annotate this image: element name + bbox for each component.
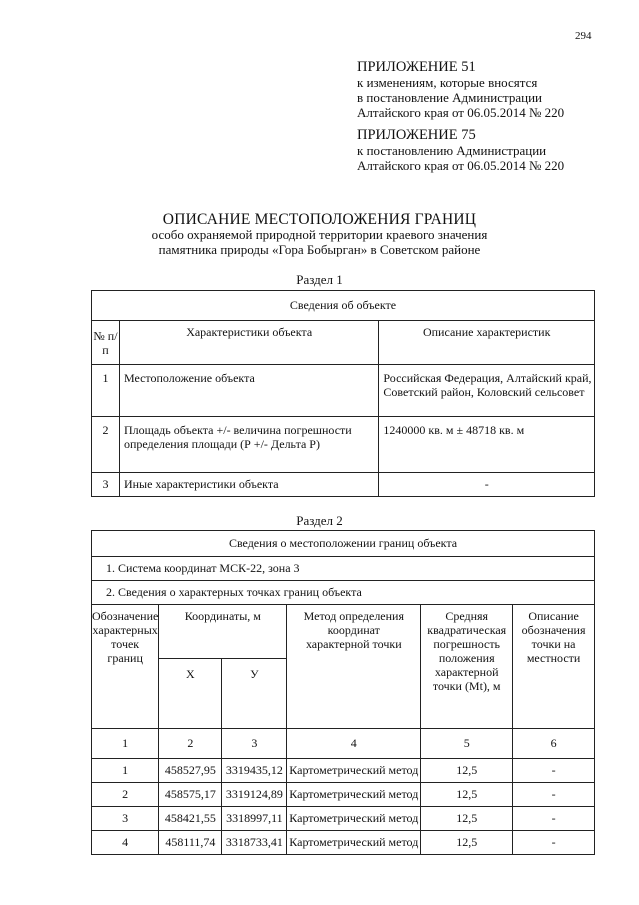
table-row (92, 365, 595, 417)
cell-y: 3319435,12 (222, 759, 287, 783)
cell-y: 3319124,89 (222, 783, 287, 807)
row-num: 3 (92, 473, 120, 497)
header-coordinates: Координаты, м (159, 605, 287, 659)
cell-desc: - (513, 783, 595, 807)
cell-point: 2 (92, 783, 159, 807)
appendix-51-heading: ПРИЛОЖЕНИЕ 51 (357, 59, 476, 75)
cell-method: Картометрический метод (287, 831, 421, 855)
table-row (92, 783, 595, 807)
document-title (0, 212, 639, 257)
appendix-75-heading: ПРИЛОЖЕНИЕ 75 (357, 127, 476, 143)
appendix-75-block (357, 128, 564, 173)
cell-y: 3318997,11 (222, 807, 287, 831)
cell-method: Картометрический метод (287, 807, 421, 831)
appendix-51-line: к изменениям, которые вносятся (357, 75, 538, 90)
table-caption: Сведения о местоположении границ объекта (92, 531, 595, 557)
row-description: 1240000 кв. м ± 48718 кв. м (379, 417, 595, 473)
section-2-title: Раздел 2 (296, 513, 343, 528)
cell-mt: 12,5 (421, 783, 513, 807)
cell-method: Картометрический метод (287, 759, 421, 783)
cell-point: 4 (92, 831, 159, 855)
header-y: У (222, 659, 287, 729)
header-designation: Обозначение характерных точек границ (92, 605, 159, 729)
cell-point: 1 (92, 759, 159, 783)
page-number: 294 (575, 30, 592, 42)
header-characteristic: Характеристики объекта (119, 321, 378, 365)
table-caption: Сведения об объекте (92, 291, 595, 321)
cell-desc: - (513, 807, 595, 831)
row-characteristic: Площадь объекта +/- величина погрешности определения площади (Р +/- Дельта Р) (119, 417, 378, 473)
title-main: ОПИСАНИЕ МЕСТОПОЛОЖЕНИЯ ГРАНИЦ (162, 211, 477, 228)
column-number: 2 (159, 729, 222, 759)
title-line-3: памятника природы «Гора Бобырган» в Советском районе (158, 242, 481, 257)
cell-mt: 12,5 (421, 759, 513, 783)
cell-point: 3 (92, 807, 159, 831)
row-characteristic: Местоположение объекта (119, 365, 378, 417)
column-number: 6 (513, 729, 595, 759)
cell-y: 3318733,41 (222, 831, 287, 855)
header-num: № п/п (92, 321, 120, 365)
header-description: Описание характеристик (379, 321, 595, 365)
appendix-51-block (357, 60, 564, 120)
column-number: 4 (287, 729, 421, 759)
row-num: 2 (92, 417, 120, 473)
table-row (92, 831, 595, 855)
points-caption: 2. Сведения о характерных точках границ объекта (92, 581, 595, 605)
cell-x: 458527,95 (159, 759, 222, 783)
appendix-51-line: в постановление Администрации (357, 90, 543, 105)
header-accuracy: Средняя квадратическая погрешность положения характерной точки (Mt), м (421, 605, 513, 729)
column-number: 1 (92, 729, 159, 759)
cell-x: 458575,17 (159, 783, 222, 807)
row-description: Российская Федерация, Алтайский край, Советский район, Коловский сельсовет (379, 365, 595, 417)
table-row (92, 759, 595, 783)
row-characteristic: Иные характеристики объекта (119, 473, 378, 497)
table-row (92, 473, 595, 497)
table-row (92, 807, 595, 831)
cell-desc: - (513, 759, 595, 783)
row-num: 1 (92, 365, 120, 417)
boundary-points-table (91, 530, 595, 855)
title-line-2: особо охраняемой природной территории краевого значения (151, 227, 488, 242)
column-number: 3 (222, 729, 287, 759)
coordinate-system: 1. Система координат МСК-22, зона 3 (92, 557, 595, 581)
header-method: Метод определения координат характерной точки (287, 605, 421, 729)
cell-mt: 12,5 (421, 831, 513, 855)
column-number: 5 (421, 729, 513, 759)
appendix-51-line: Алтайского края от 06.05.2014 № 220 (357, 105, 565, 120)
appendix-75-line: к постановлению Администрации (357, 143, 547, 158)
object-info-table (91, 290, 595, 497)
cell-method: Картометрический метод (287, 783, 421, 807)
table-row (92, 417, 595, 473)
header-x: X (159, 659, 222, 729)
row-description: - (379, 473, 595, 497)
appendix-75-line: Алтайского края от 06.05.2014 № 220 (357, 158, 565, 173)
cell-desc: - (513, 831, 595, 855)
cell-mt: 12,5 (421, 807, 513, 831)
cell-x: 458421,55 (159, 807, 222, 831)
header-point-description: Описание обозначения точки на местности (513, 605, 595, 729)
cell-x: 458111,74 (159, 831, 222, 855)
section-1-title: Раздел 1 (296, 272, 343, 287)
